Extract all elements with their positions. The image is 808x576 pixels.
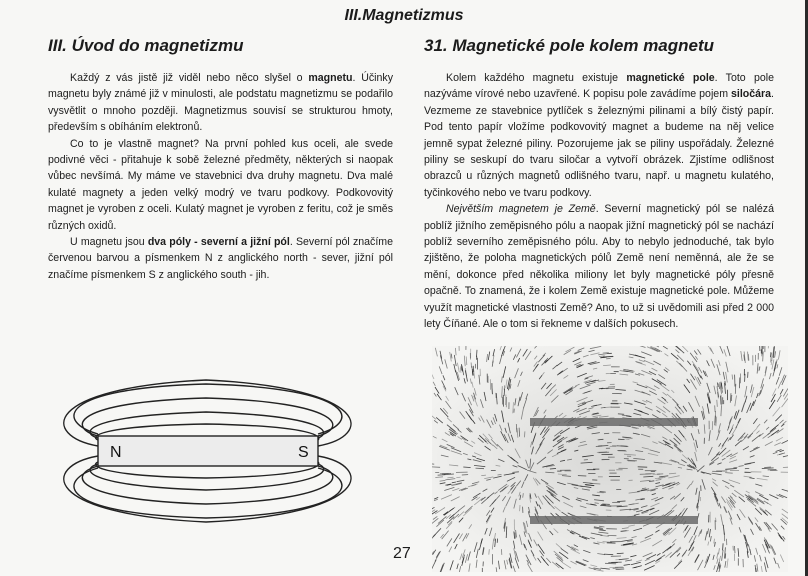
bar-magnet: [98, 436, 318, 466]
magnet-edge-bottom: [530, 516, 698, 524]
filing-stroke: [598, 439, 603, 440]
keyword-magnetic-field: magnetické pole: [626, 72, 715, 84]
bar-magnet-field-diagram: [36, 378, 382, 548]
filing-stroke: [599, 452, 610, 453]
left-paragraph-1: Každý z vás jistě již viděl nebo něco slyšel o magnetu. Účinky magnetu byly známé již v minulosti, ale podstatu magnetizmu se podařilo vysvětlit o mnoho později. Magnetizmus souvisí se strukturou hmoty, především s obíháním elektronů.: [48, 72, 393, 134]
filing-stroke: [724, 533, 725, 542]
right-section-title: 31. Magnetické pole kolem magnetu: [424, 36, 715, 55]
left-paragraph-3: U magnetu jsou dva póly - severní a jižní pól. Severní pól značíme červenou barvou a písmenkem N z anglického north - sever, jižní pól značíme písmenkem S z anglického south - jih.: [48, 236, 393, 281]
left-text-column: [48, 70, 393, 283]
chapter-header: III.Magnetizmus: [344, 7, 464, 24]
left-paragraph-2: Co to je vlastně magnet? Na první pohled kus oceli, ale svede podivné věci - přitahuje k sobě železné předměty, některých si naopak vůbec nevšímá. My máme ve stavebnici dva druhy magnetu. Dva malé kulaté magnety a jeden velký modrý ve tvaru podkovy. Podkovovitý magnet je vyroben z oceli. Kulatý magnet je vyroben z feritu, což je směs různých oxidů.: [48, 137, 393, 232]
filing-stroke: [438, 475, 446, 476]
filing-stroke: [759, 366, 760, 370]
filing-stroke: [763, 352, 764, 362]
filing-stroke: [735, 546, 736, 553]
magnet-edge-top: [530, 418, 698, 426]
filing-stroke: [489, 549, 490, 554]
filing-stroke: [732, 375, 733, 380]
filing-stroke: [463, 467, 470, 468]
filing-stroke: [748, 354, 749, 361]
filing-stroke: [477, 350, 478, 357]
iron-filings-photo: [432, 346, 788, 572]
keyword-magnet: magnetu: [308, 72, 353, 84]
left-section-title: III. Úvod do magnetizmu: [48, 36, 244, 55]
filing-stroke: [456, 477, 460, 478]
keyword-field-line: siločára: [730, 88, 772, 101]
filing-stroke: [519, 428, 520, 437]
filing-stroke: [731, 395, 732, 401]
filing-stroke: [715, 416, 716, 426]
filing-stroke: [733, 467, 737, 468]
filing-stroke: [759, 367, 760, 372]
right-paragraph-2: Největším magnetem je Země. Severní magnetický pól se nalézá poblíž jižního zeměpisného pólu a naopak jižní magnetický pól se nachází poblíž severního zeměpisného pólu. Aby to nebylo jednoduché, tak bylo zjištěno, že poloha magnetických pólů Země není neměnná, ale že se mění, dokonce před několika miliony let byly magnetické póly přesně opačně. To znamená, že i kolem Země existuje magnetické pole. Můžeme využít magnetické vlastnosti Země? Ano, to už si uvědomili asi před 2 000 lety Číňané. Ale o tom si řekneme v dalších pokusech.: [424, 203, 774, 331]
filing-stroke: [550, 469, 556, 470]
south-pole-label: S: [298, 444, 309, 461]
filing-stroke: [764, 467, 771, 468]
north-pole-label: N: [110, 444, 122, 461]
filing-stroke: [712, 421, 713, 430]
right-text-column: [424, 70, 774, 333]
filing-stroke: [717, 400, 718, 407]
filing-stroke: [725, 553, 726, 558]
filing-stroke: [481, 475, 486, 476]
right-paragraph-1: Kolem každého magnetu existuje magnetické pole. Toto pole nazýváme vírové nebo uzavřené. K popisu pole zavádíme pojem siločára. Vezmeme ze stavebnice pytlíček s železnými pilinami a bílý čistý papír. Pod tento papír vložíme podkovovitý magnet a budeme na něj velice jemně sypat železné piliny. Pozorujeme jak se piliny uspořádaly. Železné piliny se seskupí do tvaru siločar a vytvoří obrázek. Zjistíme odlišnost obrazců u různých magnetů odlišného tvaru, např. u magnetu kulatého, tyčinkového nebo ve tvaru podkovy.: [424, 72, 774, 199]
page-number: 27: [393, 545, 411, 562]
filing-stroke: [618, 414, 624, 415]
filing-stroke: [605, 563, 616, 564]
filing-stroke: [432, 464, 434, 465]
filing-stroke: [735, 384, 736, 394]
keyword-earth: Největším magnetem je Země: [446, 203, 596, 216]
keyword-poles: dva póly - severní a jižní pól: [147, 236, 290, 249]
filing-stroke: [601, 505, 606, 506]
filing-stroke: [617, 501, 625, 502]
filing-stroke: [723, 543, 724, 550]
filing-stroke: [617, 553, 624, 554]
